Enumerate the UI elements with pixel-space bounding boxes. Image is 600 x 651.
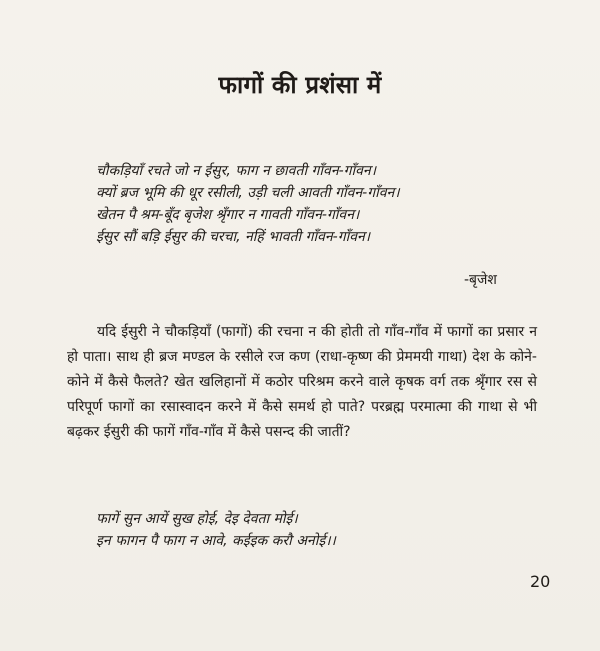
page-title: फागों की प्रशंसा में [218, 71, 382, 99]
opening-verse [96, 160, 526, 248]
closing-verse [96, 508, 526, 552]
verse-line: खेतन पै श्रम-बूँद बृजेश श्रृँगार न गावती गाँवन-गाँवन। [96, 207, 360, 223]
page-number: 20 [530, 572, 551, 591]
verse-attribution: -बृजेश [464, 272, 497, 288]
verse-line: फागें सुन आयें सुख होई, देइ देवता मोई। [96, 511, 298, 527]
verse-line: ईसुर सौं बड़ि ईसुर की चरचा, नहिं भावती गाँवन-गाँवन। [96, 229, 371, 245]
body-paragraph: यदि ईसुरी ने चौकड़ियाँ (फागों) की रचना न की होती तो गाँव-गाँव में फागों का प्रसार न हो पाता। साथ ही ब्रज मण्डल के रसीले रज कण (राधा-कृष्ण की प्रेममयी गाथा) देश के कोने-कोने में कैसे फैलते? खेत खलिहानों में कठोर परिश्रम करने वाले कृषक वर्ग तक श्रृँगार रस से परिपूर्ण फागों का रसास्वादन करने में कैसे समर्थ हो पाते? परब्रह्म परमात्मा की गाथा से भी बढ़कर ईसुरी की फागें गाँव-गाँव में कैसे पसन्द की जातीं? [67, 324, 537, 440]
verse-line: चौकड़ियाँ रचते जो न ईसुर, फाग न छावती गाँवन-गाँवन। [96, 163, 377, 179]
verse-line: इन फागन पै फाग न आवे, कईइक करौ अनोई।। [96, 533, 336, 549]
verse-line: क्यों ब्रज भूमि की धूर रसीली, उड़ी चली आवती गाँवन-गाँवन। [96, 185, 400, 201]
